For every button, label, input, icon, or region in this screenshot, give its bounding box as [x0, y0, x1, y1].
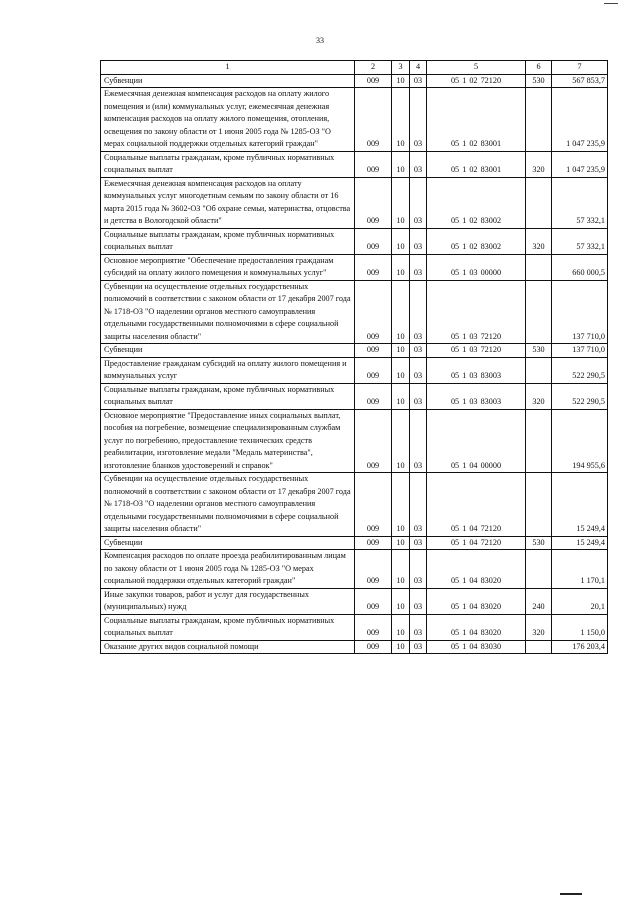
row-description: Оказание других видов социальной помощи: [101, 640, 355, 654]
target-article-code: 05 1 02 83002: [427, 228, 526, 254]
table-row: [101, 228, 608, 254]
amount-value: 1 150,0: [552, 614, 608, 640]
row-description: Иные закупки товаров, работ и услуг для государственных (муниципальных) нужд: [101, 588, 355, 614]
section-code: 10: [392, 344, 410, 358]
target-article-code: 05 1 02 72120: [427, 74, 526, 88]
ministry-code: 009: [355, 88, 392, 152]
ministry-code: 009: [355, 344, 392, 358]
ministry-code: 009: [355, 357, 392, 383]
subsection-code: 03: [410, 228, 427, 254]
subsection-code: 03: [410, 614, 427, 640]
target-article-code: 05 1 03 72120: [427, 344, 526, 358]
section-code: 10: [392, 177, 410, 228]
row-description: Субвенции: [101, 344, 355, 358]
amount-value: 137 710,0: [552, 280, 608, 344]
section-code: 10: [392, 588, 410, 614]
table-row: [101, 177, 608, 228]
ministry-code: 009: [355, 536, 392, 550]
expense-type-code: [526, 177, 552, 228]
ministry-code: 009: [355, 228, 392, 254]
amount-value: 1 170,1: [552, 550, 608, 589]
amount-value: 522 290,5: [552, 357, 608, 383]
target-article-code: 05 1 04 72120: [427, 473, 526, 537]
section-code: 10: [392, 409, 410, 473]
column-header: 1: [101, 61, 355, 75]
amount-value: 567 853,7: [552, 74, 608, 88]
target-article-code: 05 1 04 83020: [427, 588, 526, 614]
expense-type-code: [526, 88, 552, 152]
row-description: Ежемесячная денежная компенсация расходов на оплату жилого помещения и (или) коммунальных услуг, ежемесячная денежная компенсация расходов на оплату жилого помещения, отопления, освещения по закону области от 1 июня 2005 года № 1285-ОЗ "О мерах социальной поддержки отдельных категорий граждан": [101, 88, 355, 152]
ministry-code: 009: [355, 280, 392, 344]
ministry-code: 009: [355, 588, 392, 614]
table-row: [101, 88, 608, 152]
row-description: Компенсация расходов по оплате проезда реабилитированным лицам по закону области от 1 июня 2005 года № 1285-ОЗ "О мерах социальной поддержки отдельных категорий граждан": [101, 550, 355, 589]
expense-type-code: 320: [526, 228, 552, 254]
section-code: 10: [392, 151, 410, 177]
subsection-code: 03: [410, 344, 427, 358]
subsection-code: 03: [410, 588, 427, 614]
subsection-code: 03: [410, 151, 427, 177]
section-code: 10: [392, 550, 410, 589]
amount-value: 57 332,1: [552, 228, 608, 254]
table-row: [101, 588, 608, 614]
subsection-code: 03: [410, 177, 427, 228]
target-article-code: 05 1 04 72120: [427, 536, 526, 550]
section-code: 10: [392, 536, 410, 550]
table-row: [101, 473, 608, 537]
row-description: Социальные выплаты гражданам, кроме публичных нормативных социальных выплат: [101, 151, 355, 177]
row-description: Основное мероприятие "Обеспечение предоставления гражданам субсидий на оплату жилого помещения и коммунальных услуг": [101, 254, 355, 280]
amount-value: 1 047 235,9: [552, 151, 608, 177]
target-article-code: 05 1 03 83003: [427, 383, 526, 409]
expense-type-code: [526, 473, 552, 537]
table-row: [101, 640, 608, 654]
amount-value: 1 047 235,9: [552, 88, 608, 152]
section-code: 10: [392, 640, 410, 654]
table-row: [101, 280, 608, 344]
ministry-code: 009: [355, 74, 392, 88]
table-row: [101, 409, 608, 473]
table-row: [101, 614, 608, 640]
amount-value: 660 000,5: [552, 254, 608, 280]
ministry-code: 009: [355, 254, 392, 280]
header-row: [101, 61, 608, 75]
expense-type-code: 320: [526, 614, 552, 640]
target-article-code: 05 1 04 83020: [427, 614, 526, 640]
section-code: 10: [392, 357, 410, 383]
table-row: [101, 550, 608, 589]
section-code: 10: [392, 473, 410, 537]
row-description: Субвенции: [101, 536, 355, 550]
subsection-code: 03: [410, 550, 427, 589]
section-code: 10: [392, 280, 410, 344]
expense-type-code: 320: [526, 383, 552, 409]
section-code: 10: [392, 228, 410, 254]
subsection-code: 03: [410, 640, 427, 654]
table-row: [101, 74, 608, 88]
row-description: Социальные выплаты гражданам, кроме публичных нормативных социальных выплат: [101, 383, 355, 409]
target-article-code: 05 1 02 83001: [427, 151, 526, 177]
expense-type-code: 530: [526, 74, 552, 88]
target-article-code: 05 1 03 72120: [427, 280, 526, 344]
target-article-code: 05 1 03 00000: [427, 254, 526, 280]
ministry-code: 009: [355, 409, 392, 473]
row-description: Предоставление гражданам субсидий на оплату жилого помещения и коммунальных услуг: [101, 357, 355, 383]
ministry-code: 009: [355, 550, 392, 589]
subsection-code: 03: [410, 383, 427, 409]
amount-value: 15 249,4: [552, 536, 608, 550]
row-description: Социальные выплаты гражданам, кроме публичных нормативных социальных выплат: [101, 614, 355, 640]
expense-type-code: [526, 550, 552, 589]
amount-value: 15 249,4: [552, 473, 608, 537]
ministry-code: 009: [355, 473, 392, 537]
ministry-code: 009: [355, 151, 392, 177]
amount-value: 176 203,4: [552, 640, 608, 654]
subsection-code: 03: [410, 74, 427, 88]
expense-type-code: 320: [526, 151, 552, 177]
section-code: 10: [392, 88, 410, 152]
section-code: 10: [392, 254, 410, 280]
amount-value: 522 290,5: [552, 383, 608, 409]
target-article-code: 05 1 02 83002: [427, 177, 526, 228]
column-header: 2: [355, 61, 392, 75]
table-row: [101, 383, 608, 409]
scan-mark: [604, 3, 618, 4]
budget-table: [100, 60, 608, 654]
subsection-code: 03: [410, 88, 427, 152]
target-article-code: 05 1 04 83020: [427, 550, 526, 589]
subsection-code: 03: [410, 409, 427, 473]
subsection-code: 03: [410, 473, 427, 537]
section-code: 10: [392, 614, 410, 640]
amount-value: 137 710,0: [552, 344, 608, 358]
row-description: Ежемесячная денежная компенсация расходов на оплату коммунальных услуг многодетным семьям по закону области от 16 марта 2015 года № 3602-ОЗ "Об охране семьи, материнства, отцовства и детства в Вологодской области": [101, 177, 355, 228]
column-header: 3: [392, 61, 410, 75]
amount-value: 20,1: [552, 588, 608, 614]
subsection-code: 03: [410, 536, 427, 550]
column-header: 4: [410, 61, 427, 75]
table-row: [101, 344, 608, 358]
expense-type-code: [526, 357, 552, 383]
expense-type-code: 530: [526, 344, 552, 358]
amount-value: 57 332,1: [552, 177, 608, 228]
subsection-code: 03: [410, 254, 427, 280]
expense-type-code: 530: [526, 536, 552, 550]
column-header: 5: [427, 61, 526, 75]
expense-type-code: [526, 409, 552, 473]
target-article-code: 05 1 04 00000: [427, 409, 526, 473]
row-description: Субвенции: [101, 74, 355, 88]
row-description: Основное мероприятие "Предоставление иных социальных выплат, пособия на погребение, возмещение специализированным службам услуг по погребению, предоставление технических средств реабилитации, изготовление медали "Медаль материнства", изготовление бланков удостоверений и справок": [101, 409, 355, 473]
page-number: 33: [316, 36, 324, 45]
column-header: 6: [526, 61, 552, 75]
ministry-code: 009: [355, 640, 392, 654]
target-article-code: 05 1 03 83003: [427, 357, 526, 383]
target-article-code: 05 1 04 83030: [427, 640, 526, 654]
expense-type-code: [526, 254, 552, 280]
subsection-code: 03: [410, 357, 427, 383]
subsection-code: 03: [410, 280, 427, 344]
section-code: 10: [392, 74, 410, 88]
row-description: Субвенции на осуществление отдельных государственных полномочий в соответствии с законом области от 17 декабря 2007 года № 1718-ОЗ "О наделении органов местного самоуправления отдельными государственными полномочиями в сфере социальной защиты населения области": [101, 473, 355, 537]
column-header: 7: [552, 61, 608, 75]
ministry-code: 009: [355, 614, 392, 640]
section-code: 10: [392, 383, 410, 409]
scan-mark: [560, 893, 582, 895]
table-row: [101, 151, 608, 177]
expense-type-code: 240: [526, 588, 552, 614]
amount-value: 194 955,6: [552, 409, 608, 473]
table-row: [101, 536, 608, 550]
ministry-code: 009: [355, 383, 392, 409]
row-description: Субвенции на осуществление отдельных государственных полномочий в соответствии с законом области от 17 декабря 2007 года № 1718-ОЗ "О наделении органов местного самоуправления отдельными государственными полномочиями в сфере социальной защиты населения области": [101, 280, 355, 344]
row-description: Социальные выплаты гражданам, кроме публичных нормативных социальных выплат: [101, 228, 355, 254]
ministry-code: 009: [355, 177, 392, 228]
expense-type-code: [526, 280, 552, 344]
expense-type-code: [526, 640, 552, 654]
table-row: [101, 357, 608, 383]
table-row: [101, 254, 608, 280]
target-article-code: 05 1 02 83001: [427, 88, 526, 152]
